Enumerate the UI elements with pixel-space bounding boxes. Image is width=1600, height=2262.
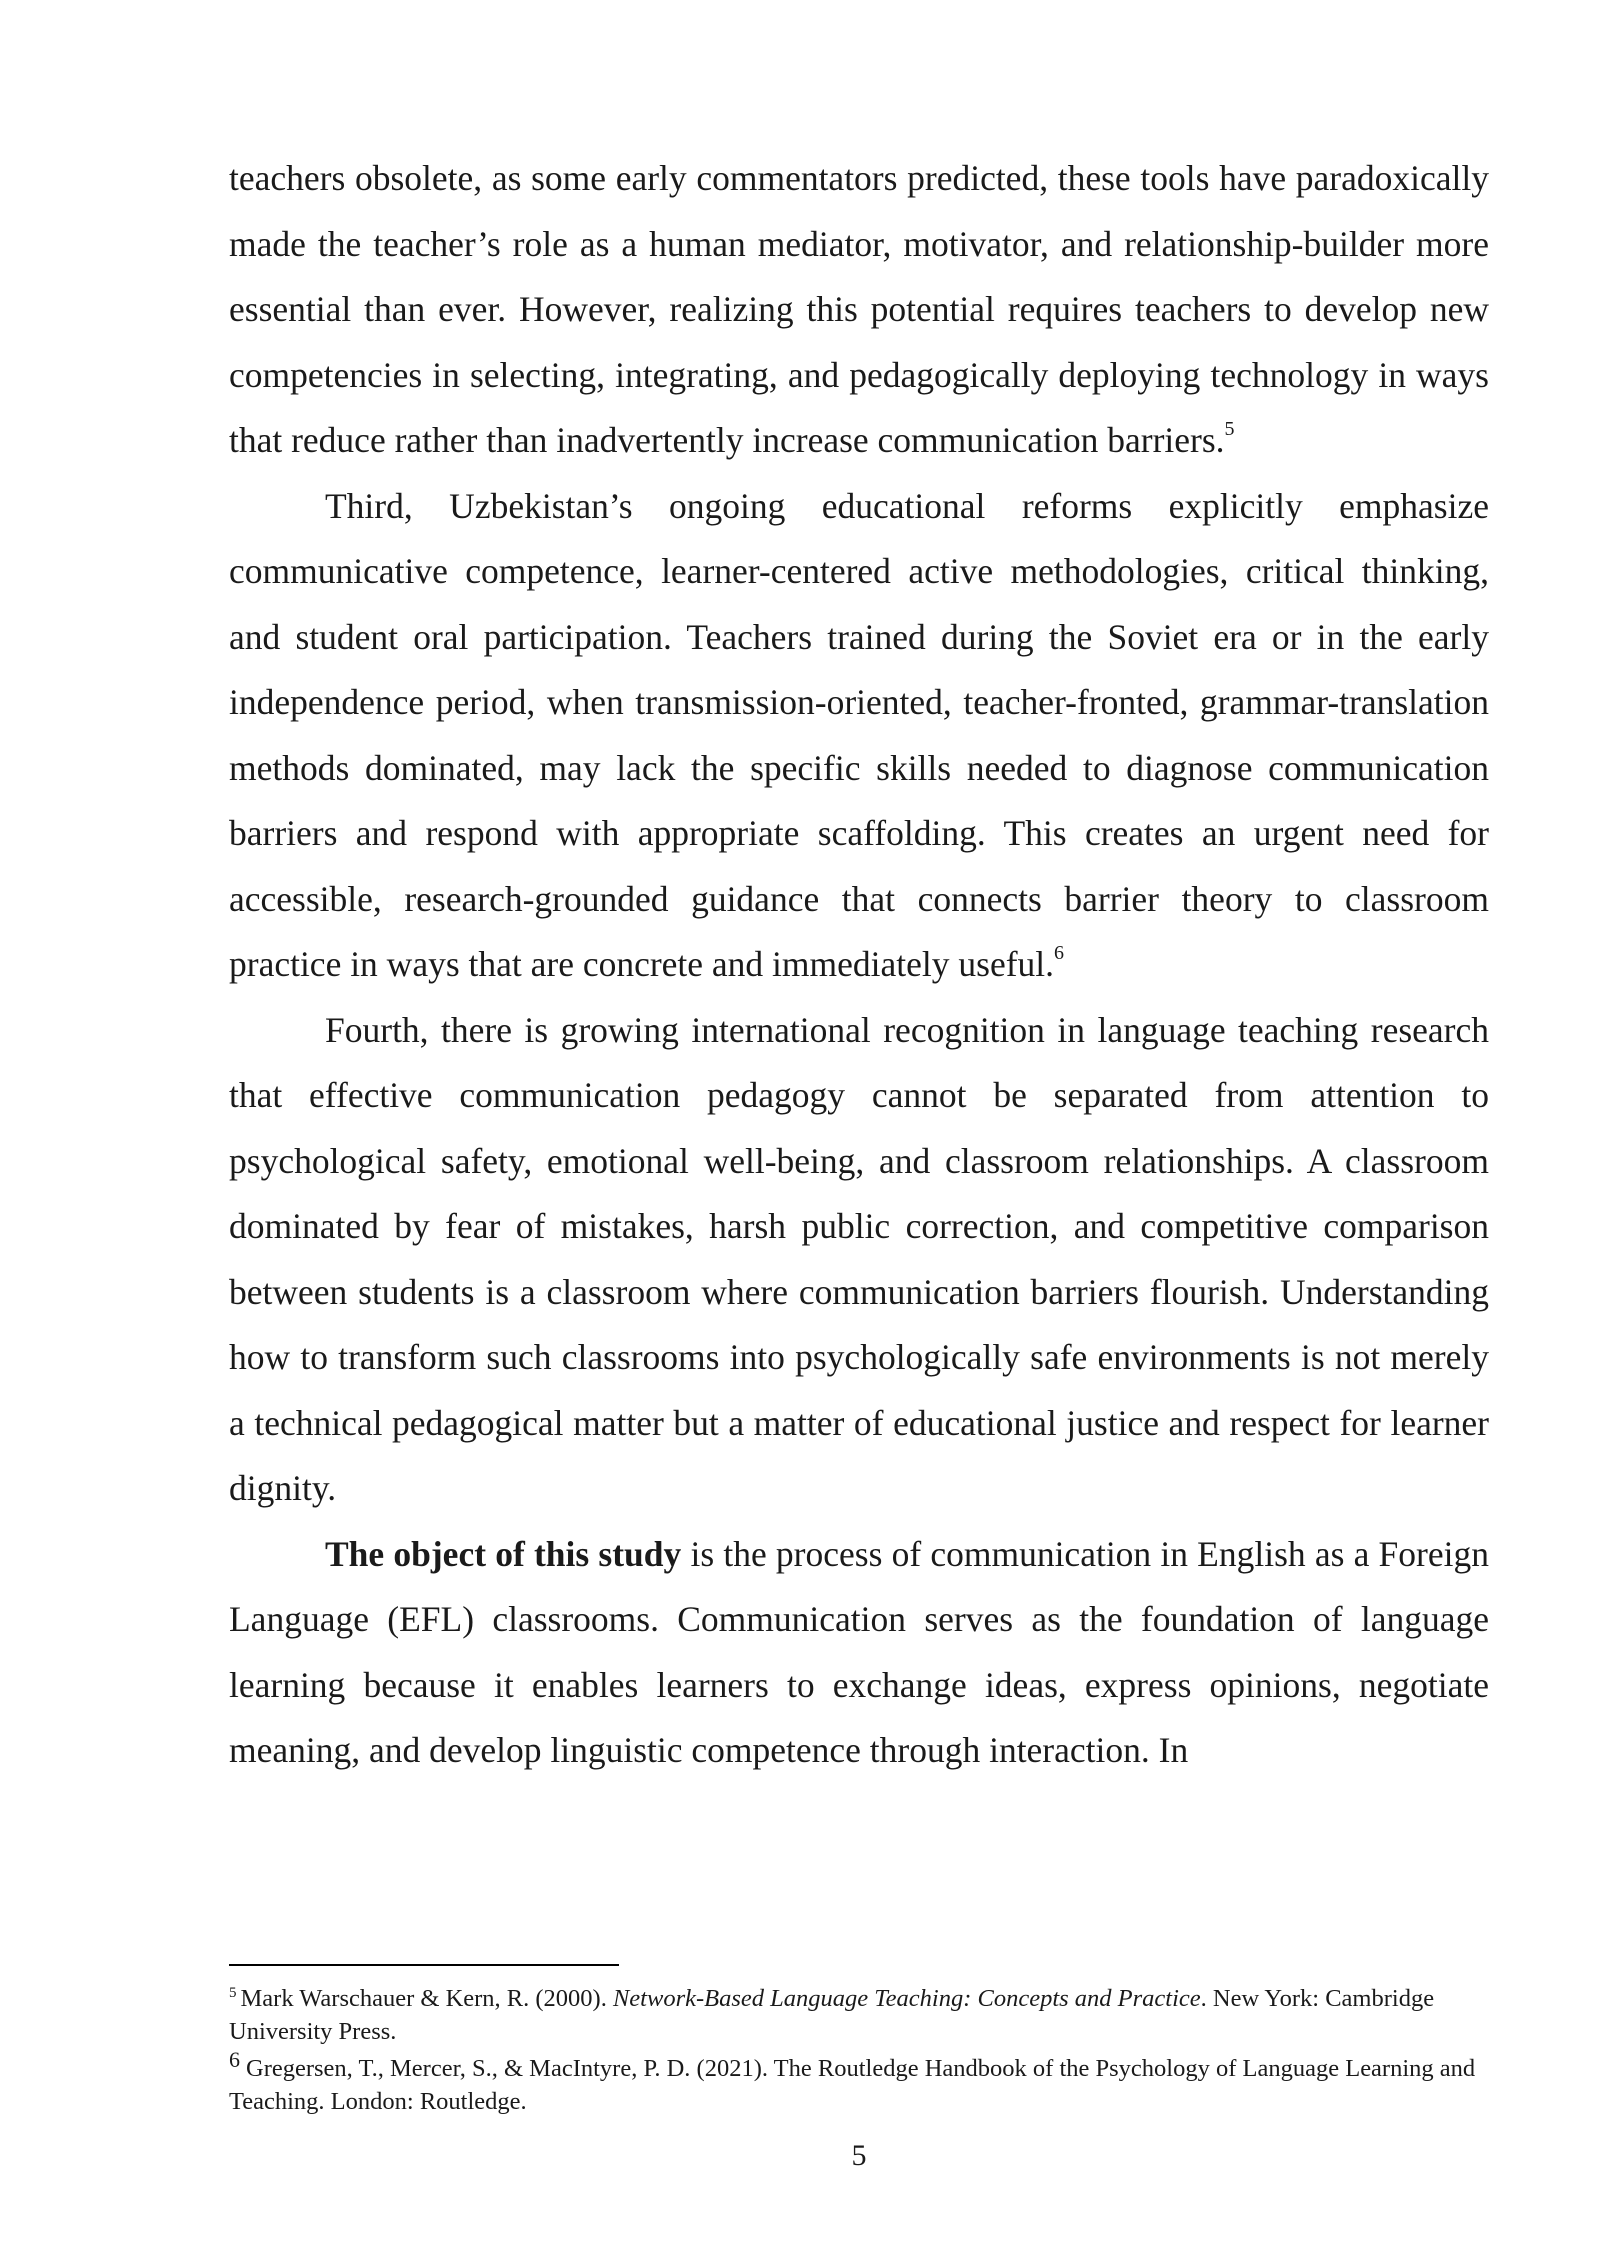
paragraph-3-text: Fourth, there is growing international recognition in language teaching research that effective communication pedagogy cannot be separated from attention to psychological safety, emotional well-being, and classroom relationships. A classroom dominated by fear of mistakes, harsh public correction, and competitive comparison between students is a classroom where communication barriers flourish. Understanding how to transform such classrooms into psychologically safe environments is not merely a technical pedagogical matter but a matter of educational justice and respect for learner dignity.	[229, 1009, 1489, 1508]
paragraph-1-text: teachers obsolete, as some early commentators predicted, these tools have paradoxically made the teacher’s role as a human mediator, motivator, and relationship-builder more essential than ever. However, realizing this potential requires teachers to develop new competencies in selecting, integrating, and pedagogically deploying technology in ways that reduce rather than inadvertently increase communication barriers.	[229, 158, 1489, 460]
paragraph-4	[229, 1522, 1489, 1784]
footnote-5-text-before: Mark Warschauer & Kern, R. (2000).	[240, 1985, 613, 2012]
footnote-mark-5: 5	[229, 1984, 237, 2001]
footnote-5-text-after: . New York: Cambridge University Press.	[229, 1985, 1435, 2045]
footnotes	[229, 1982, 1489, 2122]
footnote-divider	[229, 1964, 619, 1966]
study-object-heading: The object of this study	[325, 1533, 682, 1574]
paragraph-2-text: Third, Uzbekistan’s ongoing educational reforms explicitly emphasize communicative competence, learner-centered active methodologies, critical thinking, and student oral participation. Teachers trained during the Soviet era or in the early independence period, when transmission-oriented, teacher-fronted, grammar-translation methods dominated, may lack the specific skills needed to diagnose communication barriers and respond with appropriate scaffolding. This creates an urgent need for accessible, research-grounded guidance that connects barrier theory to classroom practice in ways that are concrete and immediately useful.	[229, 485, 1489, 984]
footnote-ref-5[interactable]: 5	[1224, 418, 1235, 441]
paragraph-1	[229, 146, 1489, 474]
page-number: 5	[851, 2139, 867, 2172]
footnote-6	[229, 2046, 1489, 2118]
footnote-5	[229, 1982, 1489, 2048]
footnote-6-text: Gregersen, T., Mercer, S., & MacIntyre, P. D. (2021). The Routledge Handbook of the Psychology of Language Learning and Teaching. London: Routledge.	[229, 2055, 1476, 2115]
footnote-mark-6: 6	[229, 2046, 240, 2072]
body-text	[229, 146, 1489, 1784]
paragraph-2	[229, 474, 1489, 998]
footnote-ref-6[interactable]: 6	[1054, 942, 1065, 965]
paragraph-3	[229, 998, 1489, 1522]
footnote-5-title: Network-Based Language Teaching: Concepts and Practice	[612, 1985, 1201, 2012]
paragraph-4-text: is the process of communication in English as a Foreign Language (EFL) classrooms. Communication serves as the foundation of language learning because it enables learners to exchange ideas, express opinions, negotiate meaning, and develop linguistic competence through interaction. In	[229, 1533, 1489, 1770]
